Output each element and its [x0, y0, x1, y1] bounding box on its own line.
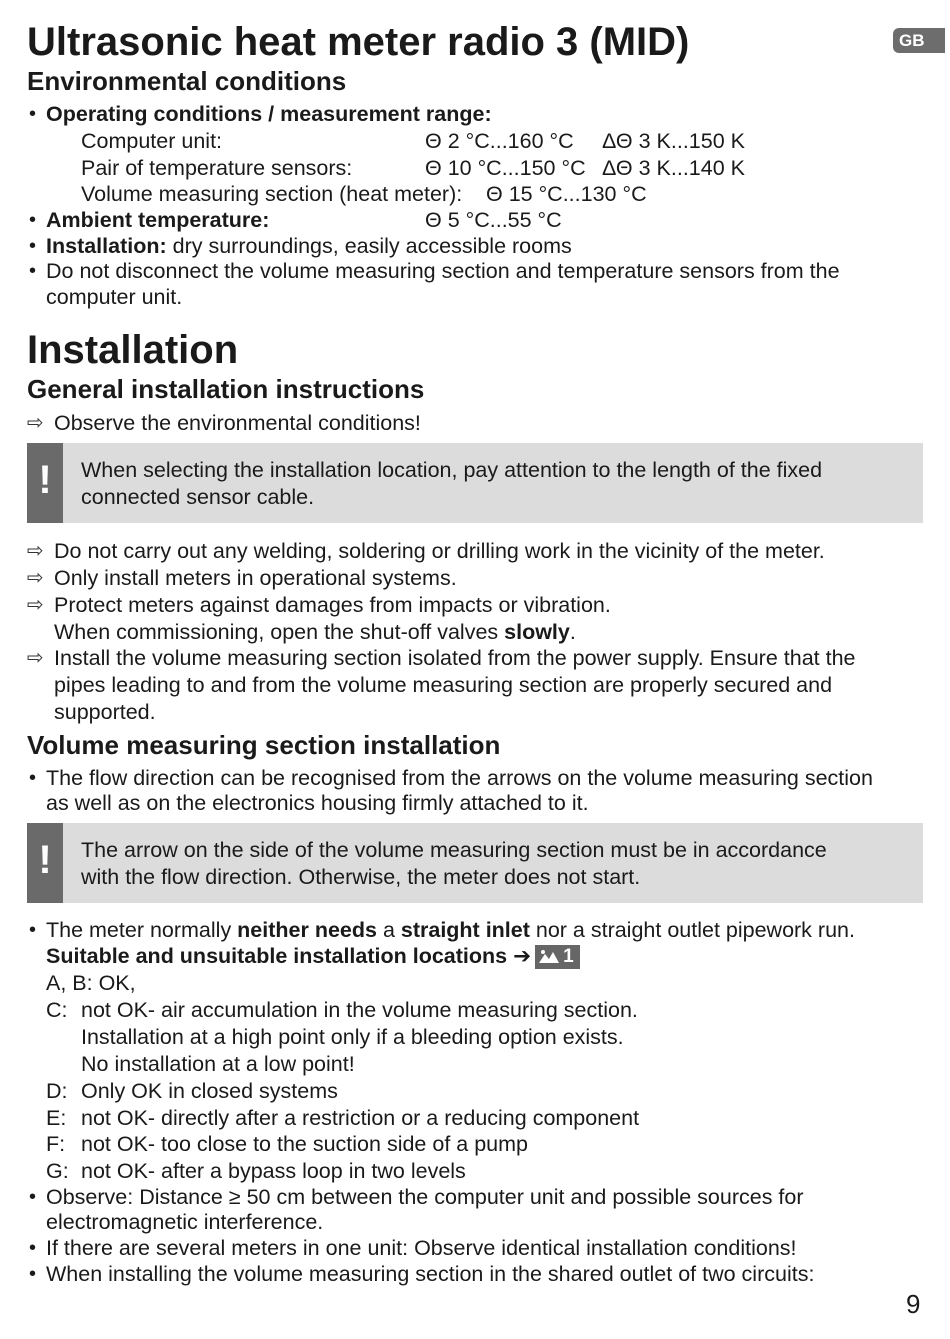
location-d-text: Only OK in closed systems [81, 1079, 338, 1103]
env-heading: Environmental conditions [27, 66, 347, 96]
warning-note-cable [27, 443, 923, 523]
image-icon [539, 949, 559, 963]
distance-line-1: Observe: Distance ≥ 50 cm between the computer unit and possible sources for [46, 1185, 804, 1209]
bullet-icon: • [29, 1263, 37, 1285]
location-e-text: not OK- directly after a restriction or a reducing component [81, 1106, 640, 1130]
welding-instruction: Do not carry out any welding, soldering or drilling work in the vicinity of the meter. [54, 539, 825, 563]
general-instructions-heading: General installation instructions [27, 374, 425, 404]
language-badge: GB [893, 28, 945, 53]
suitable-locations: Suitable and unsuitable installation locations ➔ 1 [46, 943, 580, 969]
location-f-key: F: [46, 1132, 66, 1156]
location-c-sub-1: Installation at a high point only if a bleeding option exists. [81, 1025, 624, 1049]
bullet-icon: • [29, 103, 37, 125]
disconnect-line-1: Do not disconnect the volume measuring section and temperature sensors from the [46, 259, 840, 283]
volume-section-range: Θ 15 °C...130 °C [486, 182, 647, 206]
several-meters: If there are several meters in one unit: Observe identical installation conditions! [46, 1236, 797, 1260]
bullet-icon: • [29, 260, 37, 282]
bullet-icon: • [29, 1186, 37, 1208]
note-line-1: The arrow on the side of the volume measuring section must be in accordance [81, 838, 827, 862]
operational-instruction: Only install meters in operational systems. [54, 566, 457, 590]
location-ab: A, B: OK, [46, 971, 136, 995]
location-c-sub-2: No installation at a low point! [81, 1052, 355, 1076]
location-g-key: G: [46, 1159, 69, 1183]
computer-unit-delta: ΔΘ 3 K...150 K [602, 129, 745, 153]
figure-reference[interactable]: 1 [535, 945, 580, 969]
arrow-right-icon: ⇨ [27, 567, 44, 589]
location-e-key: E: [46, 1106, 67, 1130]
arrow-right-icon: ⇨ [27, 594, 44, 616]
exclamation-icon: ! [27, 443, 63, 523]
bullet-icon: • [29, 1237, 37, 1259]
computer-unit-label: Computer unit: [81, 129, 223, 153]
arrow-right-icon: ⇨ [27, 412, 44, 434]
isolated-line-3: supported. [54, 700, 156, 724]
location-g-text: not OK- after a bypass loop in two levels [81, 1159, 466, 1183]
note-line-2: connected sensor cable. [81, 485, 315, 509]
flow-line-1: The flow direction can be recognised from the arrows on the volume measuring section [46, 766, 873, 790]
volume-installation-heading: Volume measuring section installation [27, 730, 501, 760]
flow-line-2: as well as on the electronics housing firmly attached to it. [46, 791, 589, 815]
note-line-2: with the flow direction. Otherwise, the meter does not start. [81, 865, 641, 889]
location-c-key: C: [46, 998, 68, 1022]
ambient-range: Θ 5 °C...55 °C [425, 208, 562, 232]
computer-unit-range: Θ 2 °C...160 °C [425, 129, 574, 153]
bullet-icon: • [29, 209, 37, 231]
installation-conditions: Installation: dry surroundings, easily accessible rooms [46, 234, 572, 258]
shared-outlet: When installing the volume measuring section in the shared outlet of two circuits: [46, 1262, 815, 1286]
location-f-text: not OK- too close to the suction side of a pump [81, 1132, 528, 1156]
commissioning-instruction: When commissioning, open the shut-off valves slowly. [54, 620, 576, 644]
isolated-line-2: pipes leading to and from the volume measuring section are properly secured and [54, 673, 833, 697]
sensors-range: Θ 10 °C...150 °C [425, 156, 586, 180]
sensors-label: Pair of temperature sensors: [81, 156, 353, 180]
observe-conditions: Observe the environmental conditions! [54, 411, 421, 435]
note-line-1: When selecting the installation location, pay attention to the length of the fixed [81, 458, 823, 482]
location-c-text: not OK- air accumulation in the volume measuring section. [81, 998, 638, 1022]
warning-note-flow [27, 823, 923, 903]
sensors-delta: ΔΘ 3 K...140 K [602, 156, 745, 180]
exclamation-icon: ! [27, 823, 63, 903]
protect-instruction: Protect meters against damages from impacts or vibration. [54, 593, 611, 617]
volume-section-label: Volume measuring section (heat meter): [81, 182, 463, 206]
page-title: Ultrasonic heat meter radio 3 (MID) [27, 20, 690, 64]
bullet-icon: • [29, 767, 37, 789]
installation-heading: Installation [27, 328, 239, 372]
bullet-icon: • [29, 235, 37, 257]
ambient-label: Ambient temperature: [46, 208, 270, 232]
distance-line-2: electromagnetic interference. [46, 1210, 324, 1234]
arrow-right-icon: ⇨ [27, 540, 44, 562]
isolated-line-1: Install the volume measuring section isolated from the power supply. Ensure that the [54, 646, 856, 670]
disconnect-line-2: computer unit. [46, 285, 183, 309]
page-number: 9 [906, 1289, 921, 1319]
op-conditions-label: Operating conditions / measurement range: [46, 102, 492, 126]
arrow-right-icon: ⇨ [27, 647, 44, 669]
bullet-icon: • [29, 919, 37, 941]
straight-inlet-text: The meter normally neither needs a straight inlet nor a straight outlet pipework run. [46, 918, 855, 942]
location-d-key: D: [46, 1079, 68, 1103]
